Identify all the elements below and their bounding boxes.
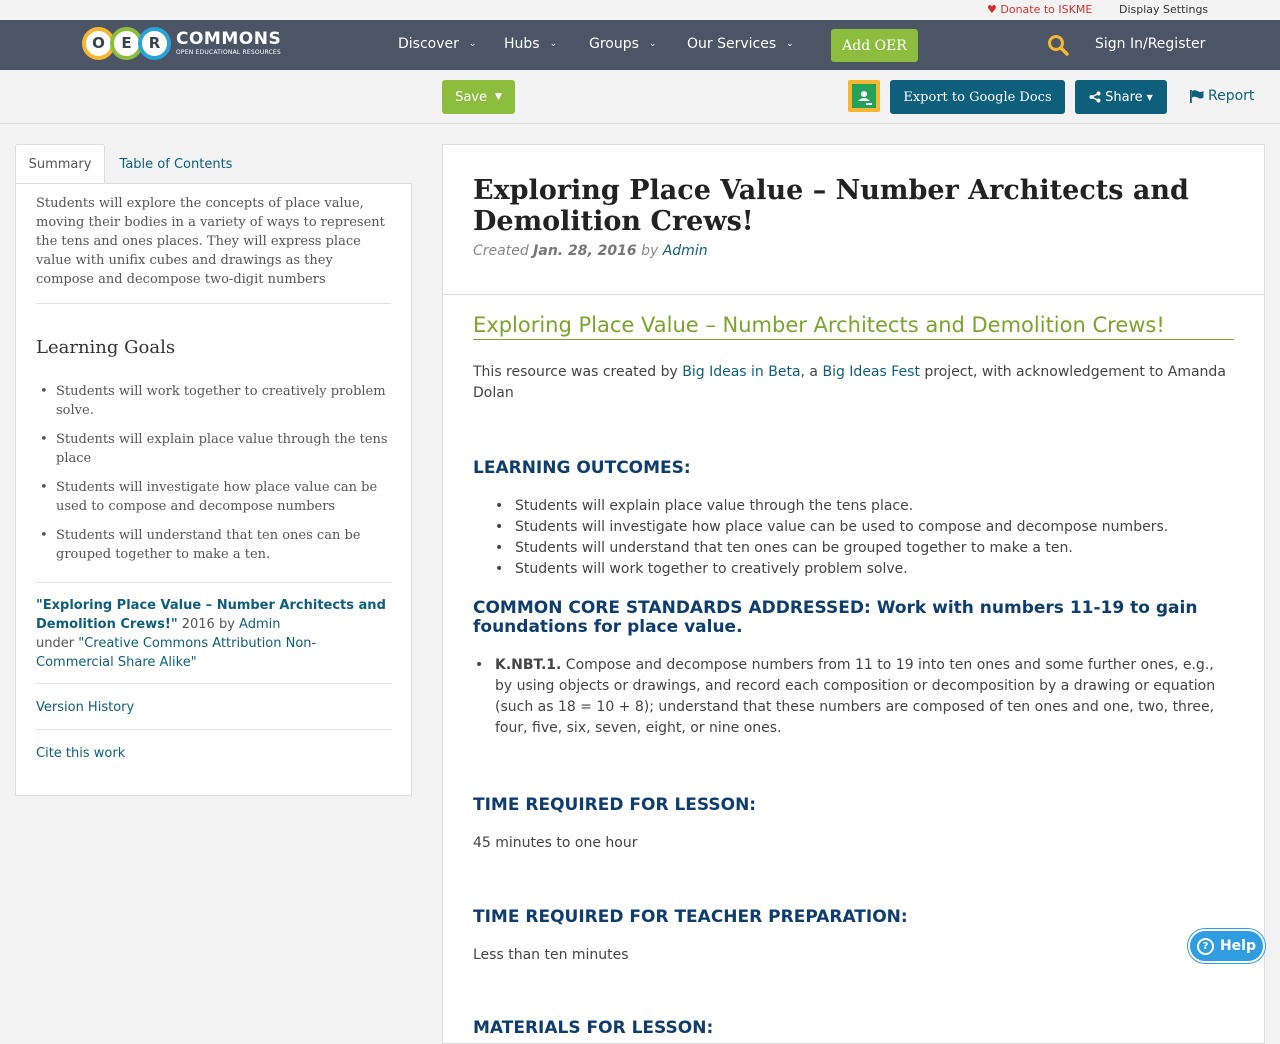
learning-goals-heading: Learning Goals bbox=[36, 337, 176, 358]
materials-heading: MATERIALS FOR LESSON: bbox=[473, 1018, 714, 1038]
chevron-down-icon: ⌄ bbox=[786, 39, 794, 49]
time-lesson-text: 45 minutes to one hour bbox=[473, 835, 638, 851]
logo-letter: E bbox=[110, 27, 143, 60]
credit-text bbox=[473, 362, 1234, 404]
oer-commons-logo[interactable] bbox=[82, 25, 281, 61]
chevron-down-icon: ⌄ bbox=[549, 39, 558, 49]
share-button[interactable] bbox=[1075, 80, 1167, 114]
list-item: • Students will explain place value through the tens place. bbox=[515, 496, 1234, 517]
list-item: • Students will work together to creatively problem solve. bbox=[56, 382, 391, 420]
resource-body bbox=[443, 295, 1264, 1038]
logo-name: COMMONS bbox=[176, 28, 282, 49]
nav-groups[interactable] bbox=[589, 36, 656, 52]
credit-post: project, with acknowledgement to Amanda Dolan bbox=[473, 364, 1226, 401]
time-lesson-heading: TIME REQUIRED FOR LESSON: bbox=[473, 795, 757, 815]
time-prep-text: Less than ten minutes bbox=[473, 947, 629, 963]
resource-header bbox=[443, 145, 1264, 295]
main-navbar bbox=[0, 20, 1280, 70]
list-item: • Students will understand that ten ones can be grouped together to make a ten. bbox=[515, 538, 1234, 559]
version-history-link[interactable]: Version History bbox=[36, 700, 135, 715]
cite-this-work-link[interactable]: Cite this work bbox=[36, 746, 126, 761]
by-label: by bbox=[636, 243, 663, 259]
list-item: • Students will investigate how place value can be used to compose and decompose numbers. bbox=[515, 517, 1234, 538]
license-year: 2016 by bbox=[177, 617, 240, 632]
nav-label: Our Services bbox=[687, 36, 777, 52]
resource-toolbar bbox=[0, 70, 1280, 124]
report-label: Report bbox=[1208, 88, 1255, 104]
credit-mid: , a bbox=[800, 364, 823, 380]
list-item: • Students will understand that ten ones can be grouped together to make a ten. bbox=[56, 526, 391, 564]
nav-hubs[interactable] bbox=[504, 36, 557, 52]
google-classroom-button[interactable] bbox=[848, 80, 880, 112]
list-item: • Students will investigate how place value can be used to compose and decompose numbers bbox=[56, 478, 391, 516]
learning-goals-list bbox=[56, 382, 391, 564]
logo-letter: O bbox=[82, 27, 115, 60]
logo-tagline: OPEN EDUCATIONAL RESOURCES bbox=[176, 48, 281, 56]
learning-outcomes-list bbox=[515, 496, 1234, 580]
sign-in-register-link[interactable]: Sign In/Register bbox=[1095, 36, 1206, 52]
standards-list bbox=[495, 655, 1234, 739]
list-item: • Students will explain place value through the tens place bbox=[56, 430, 391, 468]
created-label: Created bbox=[473, 243, 534, 259]
standard-code: K.NBT.1. bbox=[495, 657, 562, 673]
license-author-link[interactable]: Admin bbox=[239, 617, 281, 632]
report-link[interactable] bbox=[1190, 88, 1254, 104]
save-button[interactable] bbox=[442, 80, 515, 114]
license-name-link[interactable]: "Creative Commons Attribution Non-Commercial Share Alike" bbox=[36, 636, 317, 670]
learning-outcomes-heading: LEARNING OUTCOMES: bbox=[473, 458, 691, 478]
license-under: under bbox=[36, 636, 79, 651]
display-settings-link[interactable]: Display Settings bbox=[1119, 3, 1209, 16]
export-to-google-docs-button[interactable]: Export to Google Docs bbox=[890, 80, 1065, 114]
share-icon bbox=[1089, 91, 1101, 103]
tab-table-of-contents[interactable]: Table of Contents bbox=[119, 156, 233, 172]
help-label: Help bbox=[1219, 938, 1257, 954]
time-prep-heading: TIME REQUIRED FOR TEACHER PREPARATION: bbox=[473, 907, 908, 927]
license-title-link[interactable]: "Exploring Place Value – Number Architects and Demolition Crews!" bbox=[36, 598, 386, 632]
search-icon[interactable] bbox=[1047, 34, 1069, 56]
credit-pre: This resource was created by bbox=[473, 364, 683, 380]
share-label: Share bbox=[1105, 89, 1143, 105]
chevron-down-icon: ⌄ bbox=[648, 39, 657, 49]
nav-label: Groups bbox=[589, 36, 639, 52]
license-attribution bbox=[36, 583, 391, 683]
author-link[interactable]: Admin bbox=[662, 243, 708, 259]
nav-label: Hubs bbox=[504, 36, 540, 52]
caret-down-icon: ▼ bbox=[495, 92, 502, 102]
list-item: • Students will work together to creatively problem solve. bbox=[515, 559, 1234, 580]
logo-letter: R bbox=[138, 27, 171, 60]
donate-label: Donate to ISKME bbox=[1000, 3, 1093, 16]
summary-panel bbox=[15, 183, 412, 796]
big-ideas-fest-link[interactable]: Big Ideas Fest bbox=[822, 364, 920, 380]
caret-down-icon: ▼ bbox=[1146, 92, 1153, 102]
chevron-down-icon: ⌄ bbox=[468, 39, 477, 49]
created-date: Jan. 28, 2016 bbox=[533, 243, 637, 259]
utility-bar bbox=[0, 0, 1280, 20]
big-ideas-in-beta-link[interactable]: Big Ideas in Beta bbox=[682, 364, 801, 380]
standard-text: Compose and decompose numbers from 11 to 19 into ten ones and some further ones, e.g., by using objects or drawings, and record each composition or decomposition by a drawing or equation (such as 18 = 10 + 8); understand that these numbers are composed of ten ones and one, two, three, four, five, six, seven, eight, or nine ones. bbox=[495, 657, 1216, 736]
resource-meta bbox=[473, 243, 1234, 259]
tab-summary[interactable]: Summary bbox=[15, 144, 105, 184]
resource-content bbox=[442, 144, 1265, 1044]
heart-icon: ♥ bbox=[987, 3, 997, 16]
list-item bbox=[495, 655, 1234, 739]
question-icon: ? bbox=[1197, 938, 1214, 955]
logo-wordmark bbox=[176, 28, 282, 56]
page-title: Exploring Place Value – Number Architects and Demolition Crews! bbox=[473, 175, 1189, 237]
donate-link[interactable] bbox=[987, 3, 1092, 16]
nav-our-services[interactable] bbox=[687, 36, 794, 52]
help-button[interactable] bbox=[1188, 929, 1265, 963]
resource-summary: Students will explore the concepts of place value, moving their bodies in a variety of ways to represent the tens and ones places. They will express place value with unifix cubes and drawings as they compose and decompose two-digit numbers bbox=[36, 184, 391, 304]
nav-discover[interactable] bbox=[398, 36, 476, 52]
google-classroom-icon bbox=[852, 84, 876, 108]
save-label: Save bbox=[455, 89, 487, 105]
standards-heading: COMMON CORE STANDARDS ADDRESSED: Work with numbers 11-19 to gain foundations for place value. bbox=[473, 598, 1198, 637]
section-title: Exploring Place Value – Number Architects and Demolition Crews! bbox=[473, 313, 1234, 340]
nav-label: Discover bbox=[398, 36, 459, 52]
flag-icon bbox=[1190, 90, 1204, 103]
add-oer-button[interactable]: Add OER bbox=[831, 29, 918, 62]
